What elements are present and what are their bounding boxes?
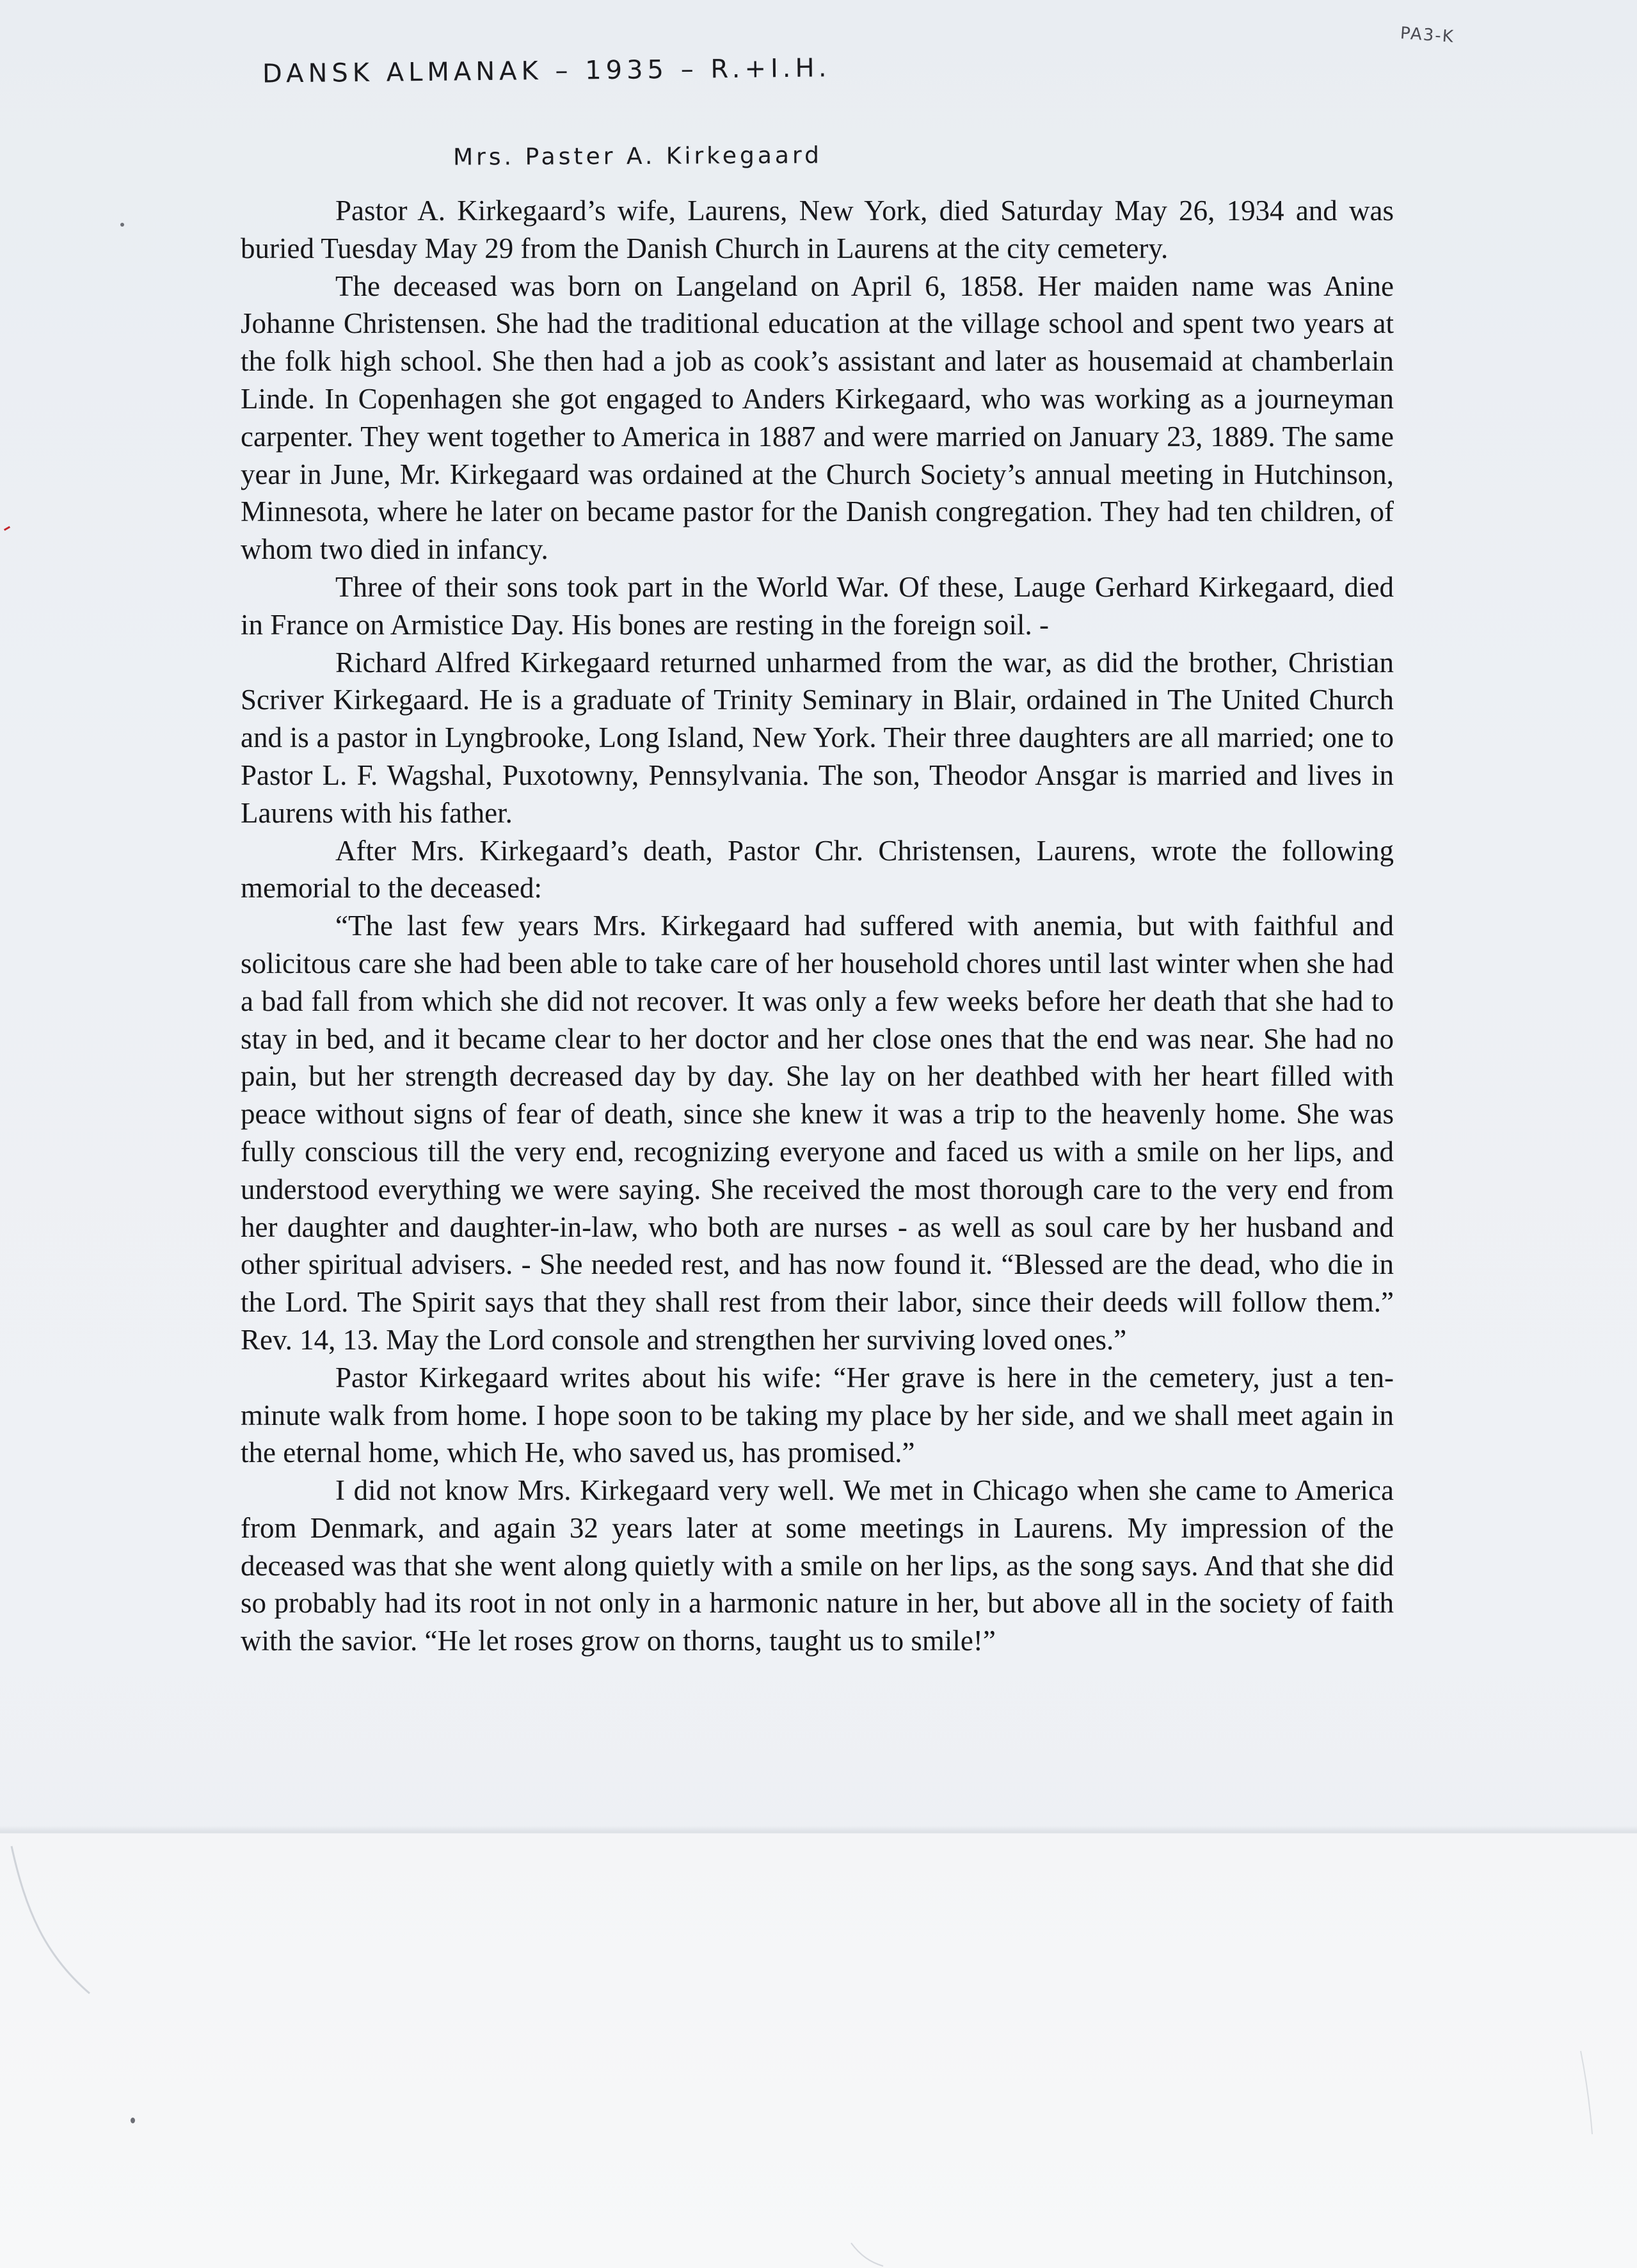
- paragraph-death-notice: Pastor A. Kirkegaard’s wife, Laurens, New York, died Saturday May 26, 1934 and was buried Tuesday May 29 from the Danish Church in Laurens at the city cemetery.: [241, 195, 1394, 264]
- paragraph-sons-war: Three of their sons took part in the World War. Of these, Lauge Gerhard Kirkegaard, died in France on Armistice Day. His bones are resting in the foreign soil. -: [241, 570, 1394, 641]
- handwritten-source-note: DANSK ALMANAK – 1935 – R.+I.H.: [262, 53, 831, 89]
- handwritten-corner-code: PA3-K: [1400, 24, 1455, 47]
- backing-sheet: [0, 1832, 1637, 2268]
- paragraph-biography: The deceased was born on Langeland on April 6, 1858. Her maiden name was Anine Johanne Christensen. She had the traditional education at the village school and spent two years at the folk high school. She then had a job as cook’s assistant and later as housemaid at chamberlain Linde. In Copenhagen she got engaged to Anders Kirkegaard, who was working as a journeyman carpenter. They went together to America in 1887 and were married on January 23, 1889. The same year in June, Mr. Kirkegaard was ordained at the Church Society’s annual meeting in Hutchinson, Minnesota, where he later on became pastor for the Danish congregation. They had ten children, of whom two died in infancy.: [241, 269, 1394, 566]
- paragraph-author-remarks: I did not know Mrs. Kirkegaard very well. We met in Chicago when she came to America from Denmark, and again 32 years later at some meetings in Laurens. My impression of the deceased was that she went along quietly with a smile on her lips, as the song says. And that she did so probably had its root in not only in a harmonic nature in her, but above all in the society of faith with the savior. “He let roses grow on thorns, taught us to smile!”: [241, 1474, 1394, 1657]
- paper-curl-lines: [0, 1833, 1637, 2268]
- paragraph-pastor-quote: Pastor Kirkegaard writes about his wife: “Her grave is here in the cemetery, just a ten-minute walk from home. I hope soon to be taking my place by her side, and we shall meet again in the eternal home, which He, who saved us, has promised.”: [241, 1361, 1394, 1469]
- article-body: [241, 192, 1394, 1660]
- scan-speck: [120, 223, 124, 227]
- paragraph-memorial-intro: After Mrs. Kirkegaard’s death, Pastor Chr. Christensen, Laurens, wrote the following memorial to the deceased:: [241, 834, 1394, 905]
- scan-speck: [131, 2118, 135, 2123]
- paragraph-memorial-quote: “The last few years Mrs. Kirkegaard had suffered with anemia, but with faithful and solicitous care she had been able to take care of her household chores until last winter when she had a bad fall from which she did not recover. It was only a few weeks before her death that she had to stay in bed, and it became clear to her doctor and her close ones that the end was near. She had no pain, but her strength decreased day by day. She lay on her deathbed with her heart filled with peace without signs of fear of death, since she knew it was a trip to the heavenly home. She was fully conscious till the very end, recognizing everyone and faced us with a smile on her lips, and understood everything we were saying. She received the most thorough care to the very end from her daughter and daughter-in-law, who both are nurses - as well as soul care by her husband and other spiritual advisers. - She needed rest, and has now found it. “Blessed are the dead, who die in the Lord. The Spirit says that they shall rest from their labor, since their deeds will follow them.” Rev. 14, 13. May the Lord console and strengthen her surviving loved ones.”: [241, 910, 1394, 1356]
- red-margin-mark: [4, 526, 10, 531]
- handwritten-title: Mrs. Paster A. Kirkegaard: [452, 142, 823, 171]
- paragraph-children: Richard Alfred Kirkegaard returned unharmed from the war, as did the brother, Christian Scriver Kirkegaard. He is a graduate of Trinity Seminary in Blair, ordained in The United Church and is a pastor in Lyngbrooke, Long Island, New York. Their three daughters are all married; one to Pastor L. F. Wagshal, Puxotowny, Pennsylvania. The son, Theodor Ansgar is married and lives in Laurens with his father.: [241, 646, 1394, 829]
